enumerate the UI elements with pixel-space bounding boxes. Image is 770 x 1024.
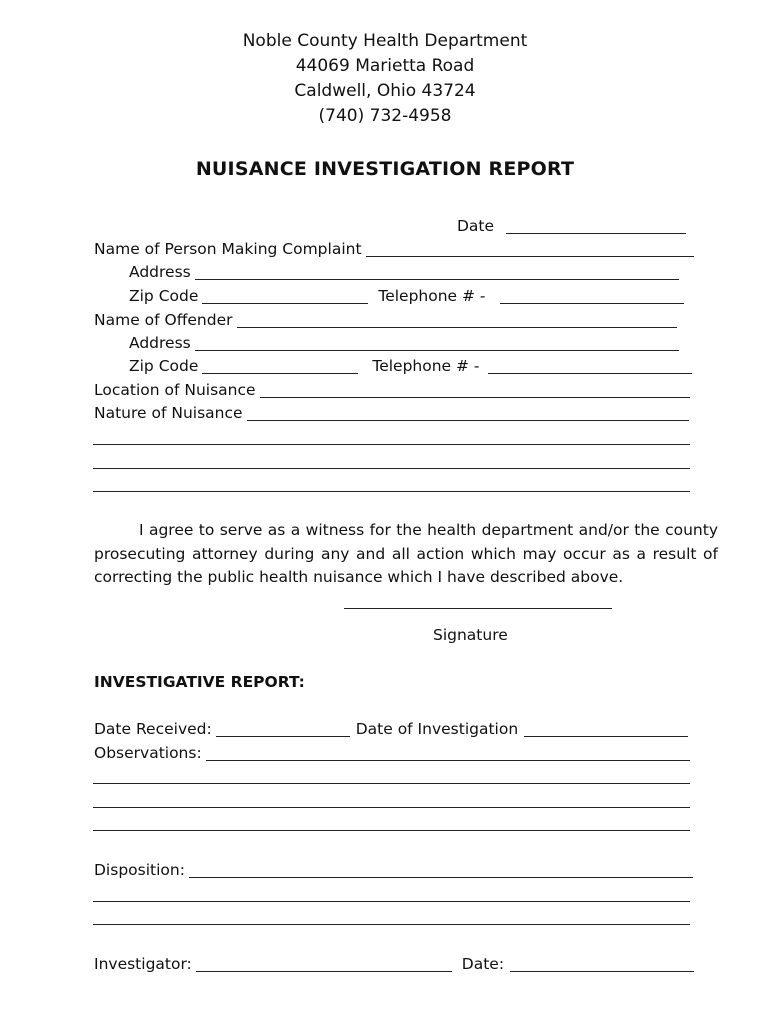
investigator-date-label: Date: bbox=[461, 955, 505, 973]
observations-line-2[interactable] bbox=[93, 783, 690, 784]
nature-line-4[interactable] bbox=[93, 491, 690, 492]
investigative-report-heading: INVESTIGATIVE REPORT: bbox=[94, 673, 305, 691]
disposition-field[interactable] bbox=[189, 861, 693, 878]
complainant-row bbox=[94, 239, 694, 259]
observations-label: Observations: bbox=[94, 744, 202, 762]
observations-row bbox=[94, 743, 690, 763]
investigator-label: Investigator: bbox=[94, 955, 192, 973]
complainant-zip-row bbox=[129, 286, 684, 306]
org-street: 44069 Marietta Road bbox=[295, 56, 475, 76]
complainant-telephone-field[interactable] bbox=[500, 287, 684, 304]
nature-line-3[interactable] bbox=[93, 468, 690, 469]
complainant-zip-label: Zip Code bbox=[129, 287, 199, 305]
offender-telephone-field[interactable] bbox=[488, 357, 692, 374]
offender-row bbox=[94, 310, 677, 330]
offender-zip-row bbox=[129, 356, 692, 376]
offender-address-field[interactable] bbox=[195, 334, 679, 351]
offender-label: Name of Offender bbox=[94, 311, 233, 329]
observations-line-3[interactable] bbox=[93, 807, 690, 808]
date-of-investigation-label: Date of Investigation bbox=[355, 720, 519, 738]
org-phone: (740) 732-4958 bbox=[318, 106, 452, 126]
witness-agreement-text: I agree to serve as a witness for the health department and/or the county prosecuting attorney during any and all action which may occur as a result of correcting the public health nuisance which I have described above. bbox=[94, 521, 718, 586]
observations-line-4[interactable] bbox=[93, 830, 690, 831]
offender-zip-label: Zip Code bbox=[129, 357, 199, 375]
disposition-line-3[interactable] bbox=[93, 924, 690, 925]
complainant-address-row bbox=[129, 262, 679, 282]
complainant-address-field[interactable] bbox=[195, 263, 679, 280]
nature-line-2[interactable] bbox=[93, 444, 690, 445]
complainant-label: Name of Person Making Complaint bbox=[94, 240, 362, 258]
date-received-field[interactable] bbox=[216, 720, 350, 737]
observations-field[interactable] bbox=[206, 744, 690, 761]
nature-row bbox=[94, 403, 689, 423]
location-label: Location of Nuisance bbox=[94, 381, 256, 399]
complainant-field[interactable] bbox=[366, 240, 694, 257]
offender-field[interactable] bbox=[237, 311, 677, 328]
date-label: Date bbox=[457, 217, 495, 235]
disposition-label: Disposition: bbox=[94, 861, 185, 879]
nature-field[interactable] bbox=[247, 404, 689, 421]
date-received-row bbox=[94, 719, 688, 739]
page-title: NUISANCE INVESTIGATION REPORT bbox=[195, 158, 575, 180]
date-of-investigation-field[interactable] bbox=[524, 720, 688, 737]
investigator-field[interactable] bbox=[196, 955, 452, 972]
location-field[interactable] bbox=[260, 381, 690, 398]
date-received-label: Date Received: bbox=[94, 720, 212, 738]
date-field[interactable] bbox=[506, 217, 686, 234]
org-city: Caldwell, Ohio 43724 bbox=[294, 81, 476, 101]
org-name: Noble County Health Department bbox=[242, 31, 528, 51]
complainant-zip-field[interactable] bbox=[202, 287, 368, 304]
offender-address-row bbox=[129, 333, 679, 353]
nature-label: Nature of Nuisance bbox=[94, 404, 243, 422]
investigator-date-field[interactable] bbox=[510, 955, 694, 972]
disposition-line-2[interactable] bbox=[93, 901, 690, 902]
complainant-telephone-label: Telephone # - bbox=[378, 287, 486, 305]
investigator-row bbox=[94, 954, 694, 974]
offender-address-label: Address bbox=[129, 334, 191, 352]
date-row bbox=[457, 216, 686, 236]
signature-field[interactable] bbox=[344, 608, 612, 609]
complainant-address-label: Address bbox=[129, 263, 191, 281]
signature-label: Signature bbox=[433, 626, 508, 644]
location-row bbox=[94, 380, 690, 400]
offender-zip-field[interactable] bbox=[202, 357, 358, 374]
offender-telephone-label: Telephone # - bbox=[372, 357, 480, 375]
disposition-row bbox=[94, 860, 693, 880]
